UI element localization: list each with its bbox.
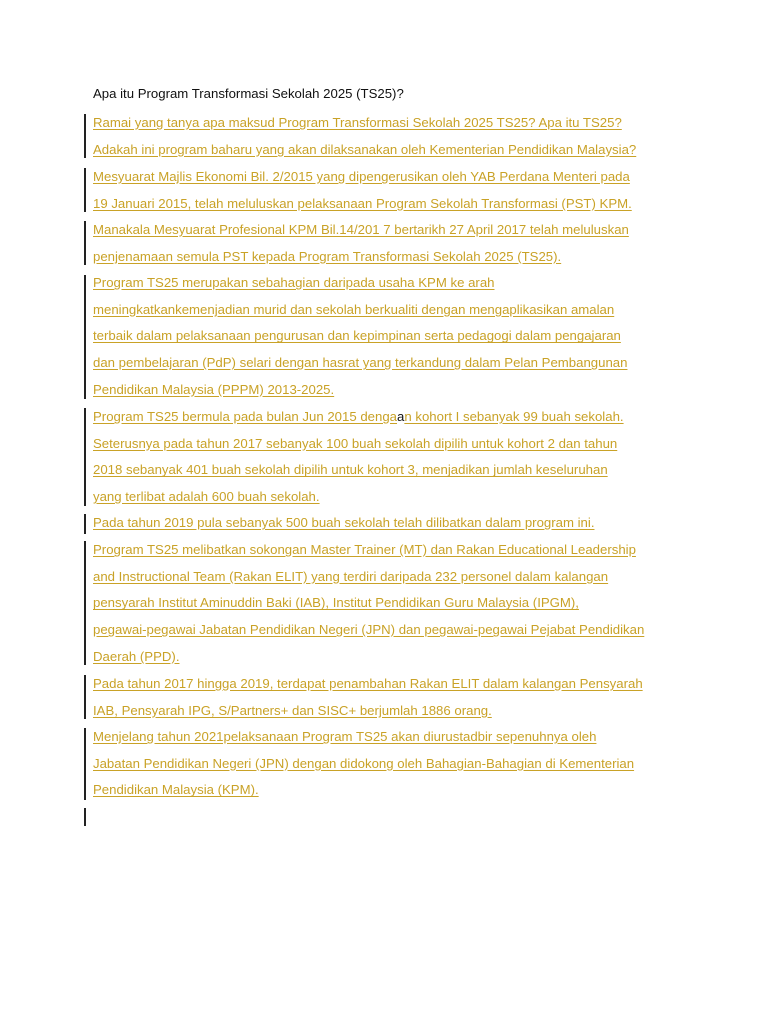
paragraph-line: Pendidikan Malaysia (KPM). — [93, 782, 259, 798]
paragraph-line: yang terlibat adalah 600 buah sekolah. — [93, 489, 320, 505]
paragraph-line: Adakah ini program baharu yang akan dilaksanakan oleh Kementerian Pendidikan Malaysia? — [93, 141, 637, 157]
paragraph — [93, 406, 693, 513]
paragraph-line: 19 Januari 2015, telah meluluskan pelaksanaan Program Sekolah Transformasi (PST) KPM. — [93, 195, 632, 211]
paragraph-line: 2018 sebanyak 401 buah sekolah dipilih untuk kohort 3, menjadikan jumlah keseluruhan — [93, 462, 608, 478]
change-bar — [84, 221, 86, 265]
paragraph-line: Daerah (PPD). — [93, 648, 180, 664]
paragraph-line: pensyarah Institut Aminuddin Baki (IAB), Institut Pendidikan Guru Malaysia (IPGM), — [93, 595, 579, 611]
paragraph-line: and Instructional Team (Rakan ELIT) yang terdiri daripada 232 personel dalam kalangan — [93, 568, 609, 584]
paragraph-line: Pada tahun 2017 hingga 2019, terdapat penambahan Rakan ELIT dalam kalangan Pensyarah — [93, 676, 643, 691]
paragraph-line: Program TS25 bermula pada bulan Jun 2015 dengaan kohort I sebanyak 99 buah sekolah. — [93, 409, 624, 424]
paragraph-line: terbaik dalam pelaksanaan pengurusan dan kepimpinan serta pedagogi dalam pengajaran — [93, 328, 621, 344]
paragraph-line: Pendidikan Malaysia (PPPM) 2013-2025. — [93, 381, 335, 397]
paragraph-line: Manakala Mesyuarat Profesional KPM Bil.14/201 7 bertarikh 27 April 2017 telah meluluskan — [93, 222, 629, 237]
paragraph-line: Menjelang tahun 2021pelaksanaan Program TS25 akan diurustadbir sepenuhnya oleh — [93, 729, 597, 744]
paragraph-line: Pada tahun 2019 pula sebanyak 500 buah sekolah telah dilibatkan dalam program ini. — [93, 515, 595, 530]
paragraph — [93, 726, 693, 806]
paragraph-line: Jabatan Pendidikan Negeri (JPN) dengan didokong oleh Bahagian-Bahagian di Kementerian — [93, 755, 635, 771]
change-bar — [84, 114, 86, 158]
paragraph-line: Program TS25 melibatkan sokongan Master Trainer (MT) dan Rakan Educational Leadership — [93, 542, 636, 557]
change-bar — [84, 514, 86, 534]
change-bar — [84, 408, 86, 506]
paragraph — [93, 166, 693, 219]
paragraph-line: Ramai yang tanya apa maksud Program Transformasi Sekolah 2025 TS25? Apa itu TS25? — [93, 115, 622, 130]
paragraph-line: meningkatkankemenjadian murid dan sekolah berkualiti dengan mengaplikasikan amalan — [93, 301, 615, 317]
paragraph — [93, 512, 693, 539]
paragraph — [93, 673, 693, 726]
paragraph — [93, 112, 693, 165]
paragraph-line: pegawai-pegawai Jabatan Pendidikan Negeri (JPN) dan pegawai-pegawai Pejabat Pendidikan — [93, 622, 645, 638]
change-bar — [84, 275, 86, 399]
change-bar — [84, 728, 86, 800]
paragraph — [93, 539, 693, 672]
change-bar — [84, 675, 86, 719]
document-title: Apa itu Program Transformasi Sekolah 2025 (TS25)? — [93, 86, 404, 101]
paragraph — [93, 272, 693, 405]
paragraph-line: penjenamaan semula PST kepada Program Transformasi Sekolah 2025 (TS25). — [93, 248, 562, 264]
paragraph-line: dan pembelajaran (PdP) selari dengan hasrat yang terkandung dalam Pelan Pembangunan — [93, 355, 628, 371]
paragraph-line: Program TS25 merupakan sebahagian daripada usaha KPM ke arah — [93, 275, 495, 290]
change-bar — [84, 541, 86, 665]
paragraph — [93, 219, 693, 272]
paragraph-line: IAB, Pensyarah IPG, S/Partners+ dan SISC+ berjumlah 1886 orang. — [93, 702, 492, 718]
paragraph-line: Mesyuarat Majlis Ekonomi Bil. 2/2015 yang dipengerusikan oleh YAB Perdana Menteri pada — [93, 169, 630, 184]
change-bar — [84, 808, 86, 826]
paragraph-line: Seterusnya pada tahun 2017 sebanyak 100 buah sekolah dipilih untuk kohort 2 dan tahun — [93, 435, 618, 451]
change-bar — [84, 168, 86, 212]
